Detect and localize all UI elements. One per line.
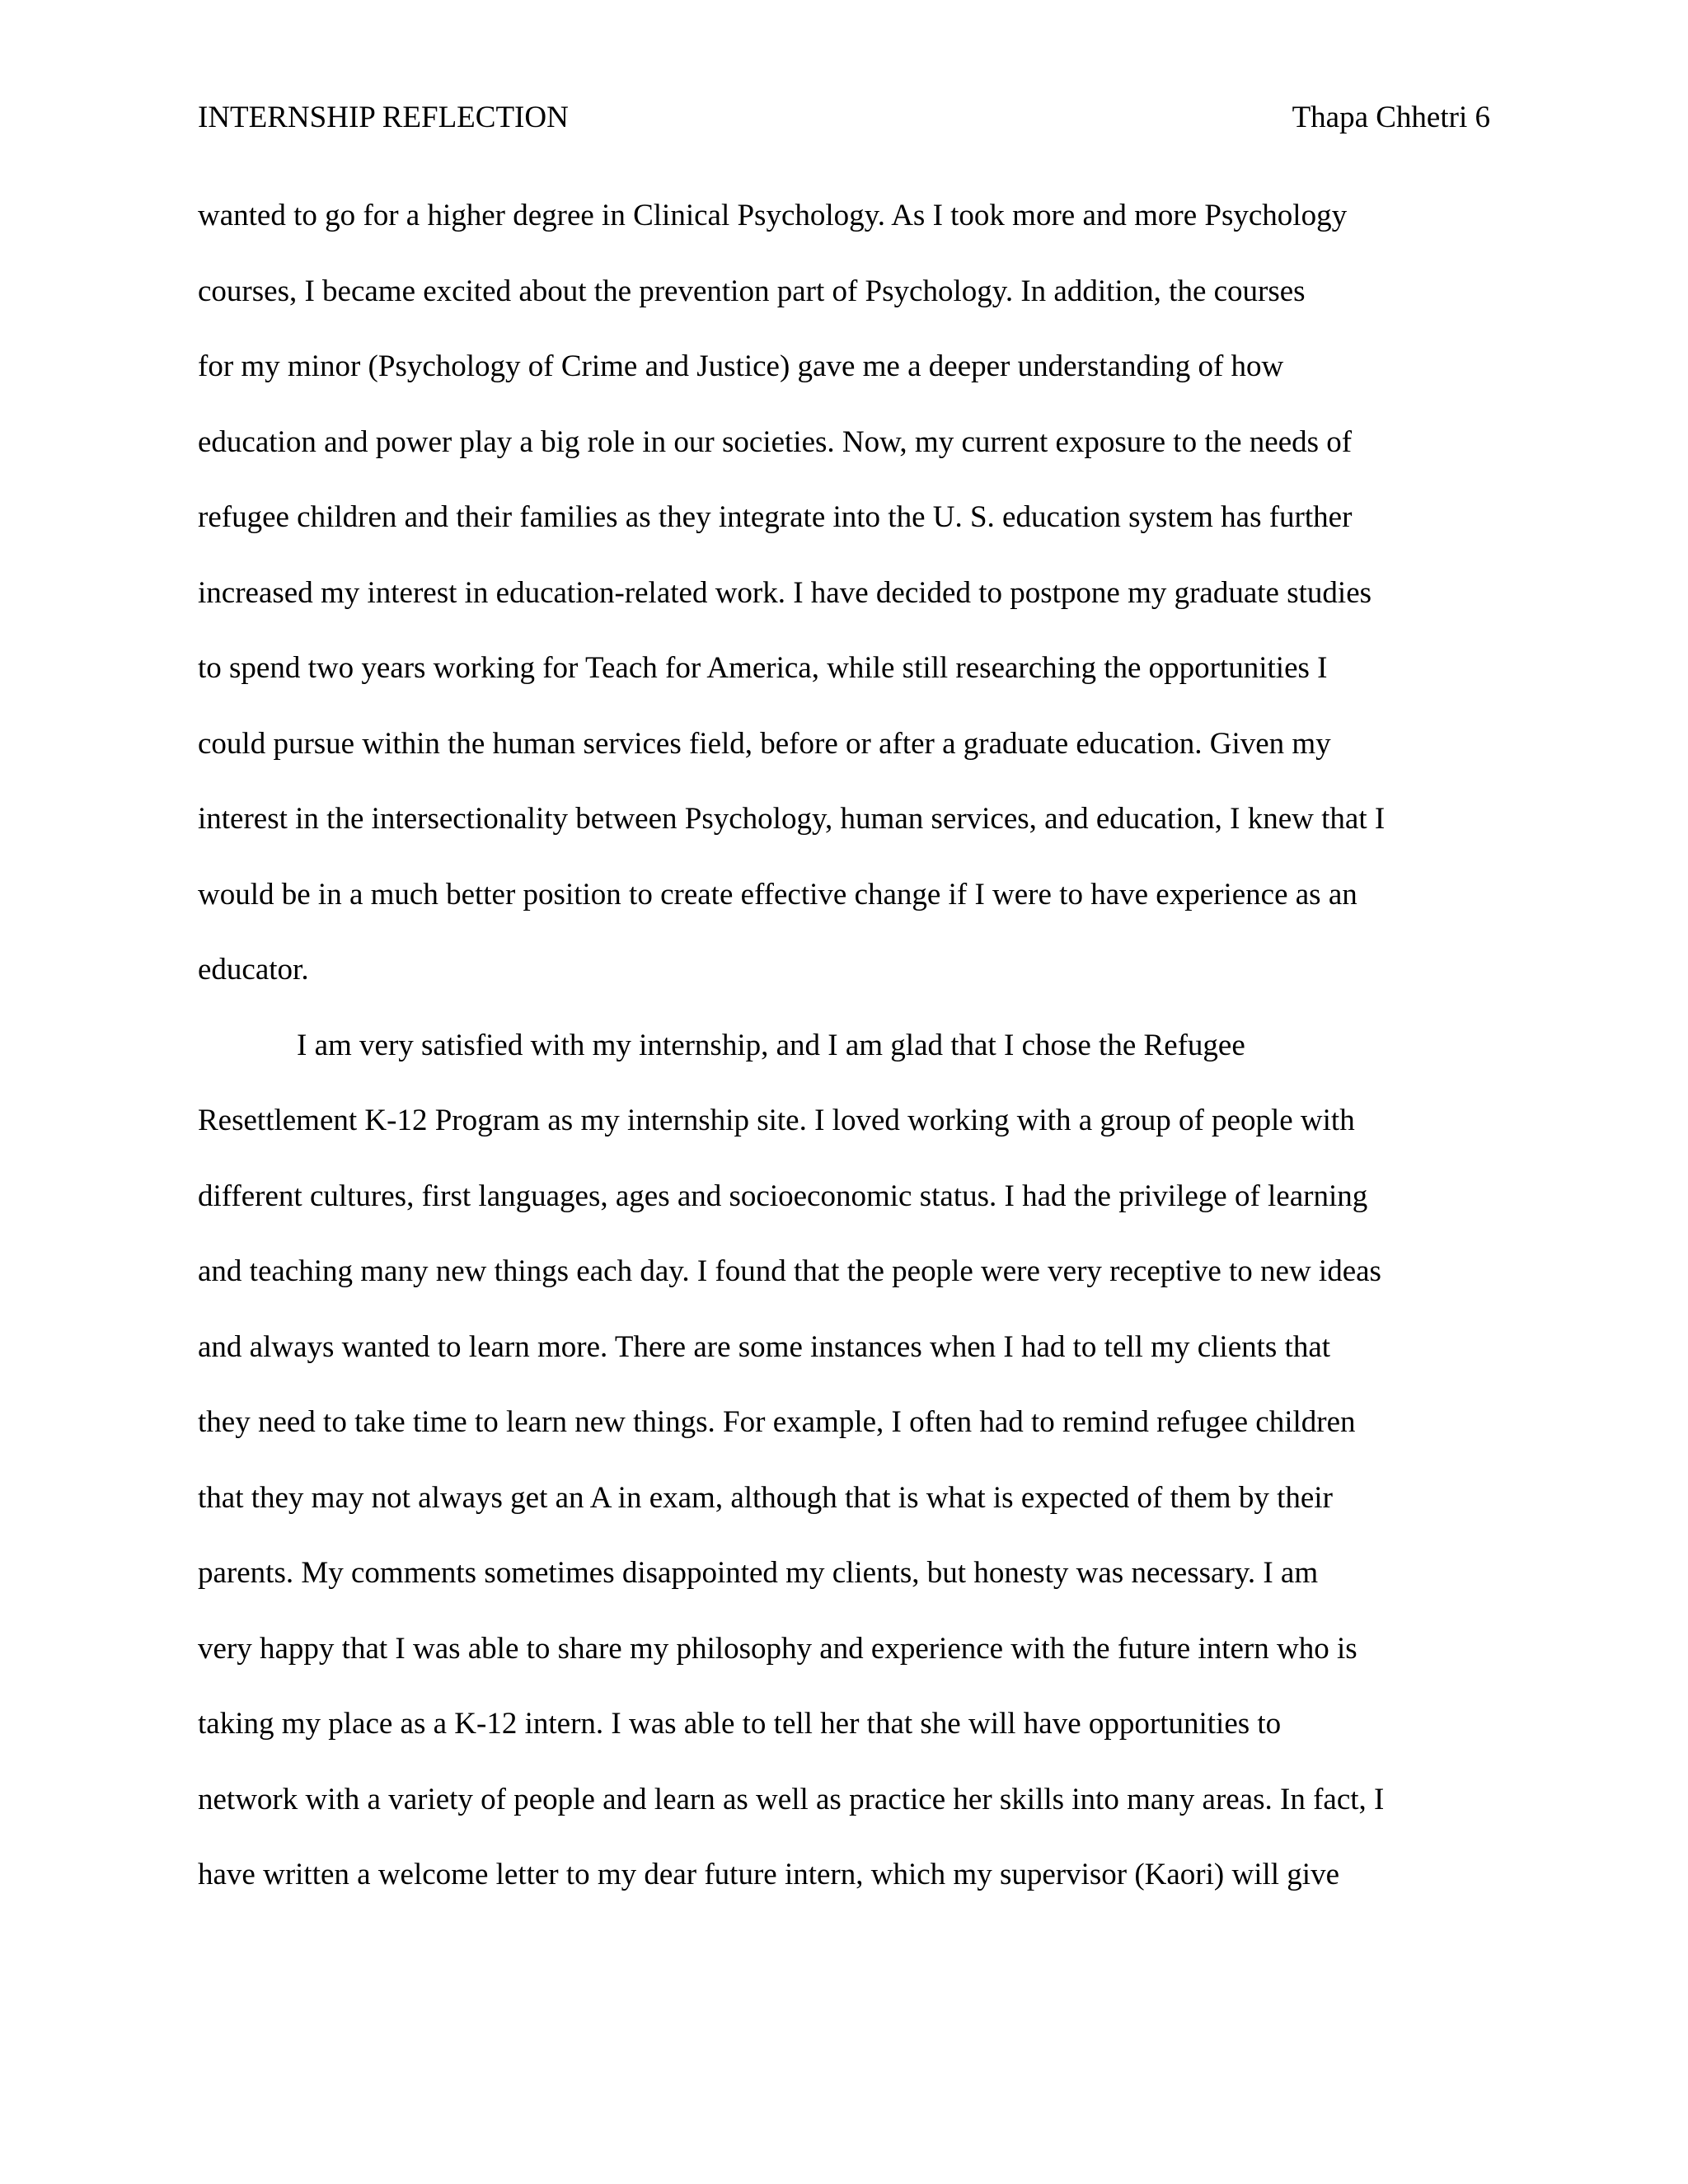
text-line: educator.: [198, 953, 309, 987]
text-line: courses, I became excited about the prevention part of Psychology. In addition, the courses: [198, 274, 1306, 308]
text-line: education and power play a big role in our societies. Now, my current exposure to the needs of: [198, 424, 1353, 459]
running-head-title: INTERNSHIP REFLECTION: [198, 101, 569, 134]
text-line: that they may not always get an A in exam, although that is what is expected of them by their: [198, 1480, 1333, 1515]
text-line: refugee children and their families as they integrate into the U. S. education system has further: [198, 500, 1353, 534]
text-line: they need to take time to learn new things. For example, I often had to remind refugee children: [198, 1405, 1356, 1439]
text-line: parents. My comments sometimes disappointed my clients, but honesty was necessary. I am: [198, 1556, 1319, 1590]
text-line: network with a variety of people and learn as well as practice her skills into many areas. In fact, I: [198, 1782, 1385, 1816]
text-line: and teaching many new things each day. I found that the people were very receptive to new ideas: [198, 1254, 1381, 1288]
text-line: could pursue within the human services field, before or after a graduate education. Given my: [198, 726, 1331, 761]
running-header: [198, 97, 1490, 138]
text-line: wanted to go for a higher degree in Clinical Psychology. As I took more and more Psychology: [198, 199, 1348, 232]
text-line: increased my interest in education-related work. I have decided to postpone my graduate studies: [198, 575, 1372, 610]
text-line: for my minor (Psychology of Crime and Justice) gave me a deeper understanding of how: [198, 349, 1284, 383]
text-line: have written a welcome letter to my dear future intern, which my supervisor (Kaori) will give: [198, 1858, 1339, 1891]
paragraph-first-line: I am very satisfied with my internship, and I am glad that I chose the Refugee: [297, 1028, 1245, 1062]
text-line: to spend two years working for Teach for America, while still researching the opportunities I: [198, 651, 1328, 685]
author-page-number: Thapa Chhetri 6: [1292, 101, 1490, 134]
text-line: interest in the intersectionality between Psychology, human services, and education, I knew that I: [198, 802, 1386, 836]
text-line: Resettlement K-12 Program as my internship site. I loved working with a group of people with: [198, 1104, 1355, 1137]
text-line: would be in a much better position to create effective change if I were to have experience as an: [198, 877, 1357, 912]
text-line: taking my place as a K-12 intern. I was able to tell her that she will have opportunities to: [198, 1707, 1282, 1741]
body-text: [198, 191, 1500, 1926]
text-line: different cultures, first languages, ages and socioeconomic status. I had the privilege of learning: [198, 1179, 1368, 1213]
text-line: very happy that I was able to share my philosophy and experience with the future intern who is: [198, 1631, 1357, 1666]
text-line: and always wanted to learn more. There are some instances when I had to tell my clients that: [198, 1329, 1331, 1364]
